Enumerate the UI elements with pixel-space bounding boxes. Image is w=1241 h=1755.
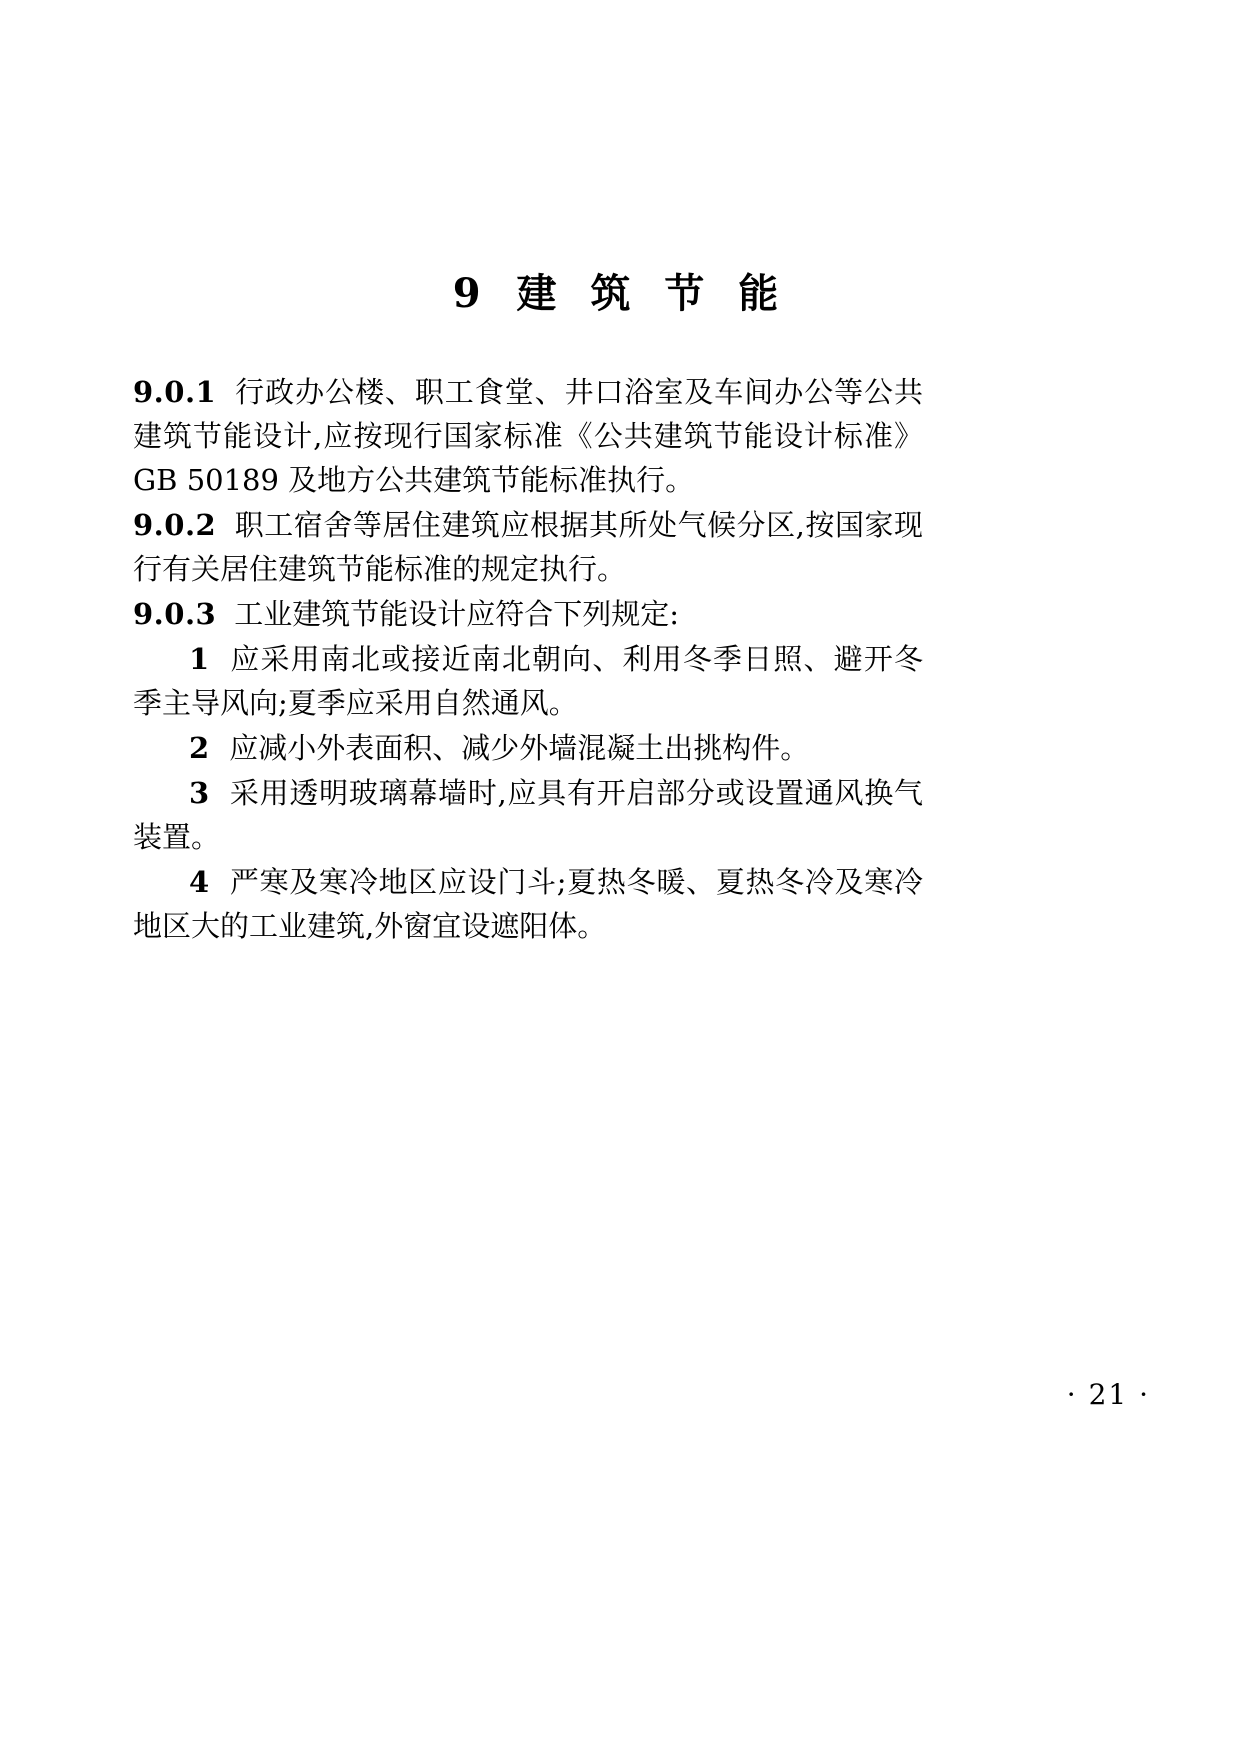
list-item-number: 3 — [189, 776, 210, 810]
clause-901 — [133, 370, 923, 502]
page-title — [0, 262, 1241, 319]
list-item-text: 采用透明玻璃幕墙时,应具有开启部分或设置通风换气装置。 — [133, 776, 923, 854]
list-item-number: 2 — [189, 731, 210, 765]
list-item — [133, 860, 923, 948]
list-item-text: 严寒及寒冷地区应设门斗;夏热冬暖、夏热冬冷及寒冷地区大的工业建筑,外窗宜设遮阳体。 — [133, 865, 923, 943]
list-item — [133, 771, 923, 859]
clause-text: 职工宿舍等居住建筑应根据其所处气候分区,按国家现行有关居住建筑节能标准的规定执行。 — [133, 508, 923, 586]
list-item-text: 应减小外表面积、减少外墙混凝土出挑构件。 — [229, 731, 810, 765]
clause-903 — [133, 592, 923, 636]
clause-number: 9.0.1 — [133, 375, 217, 409]
chapter-number: 9 — [452, 269, 491, 317]
clause-text: 行政办公楼、职工食堂、井口浴室及车间办公等公共建筑节能设计,应按现行国家标准《公共建筑节能设计标准》GB 50189 及地方公共建筑节能标准执行。 — [133, 375, 923, 497]
list-item — [133, 637, 923, 725]
body-content — [133, 370, 923, 949]
clause-text: 工业建筑节能设计应符合下列规定: — [234, 597, 680, 631]
clause-902 — [133, 503, 923, 591]
list-item — [133, 726, 923, 770]
list-item-text: 应采用南北或接近南北朝向、利用冬季日照、避开冬季主导风向;夏季应采用自然通风。 — [133, 642, 923, 720]
chapter-title-text: 建 筑 节 能 — [516, 269, 789, 317]
list-item-number: 4 — [189, 865, 210, 899]
clause-number: 9.0.3 — [133, 597, 217, 631]
page-number: · 21 · — [1066, 1378, 1150, 1411]
list-item-number: 1 — [189, 642, 210, 676]
clause-number: 9.0.2 — [133, 508, 217, 542]
